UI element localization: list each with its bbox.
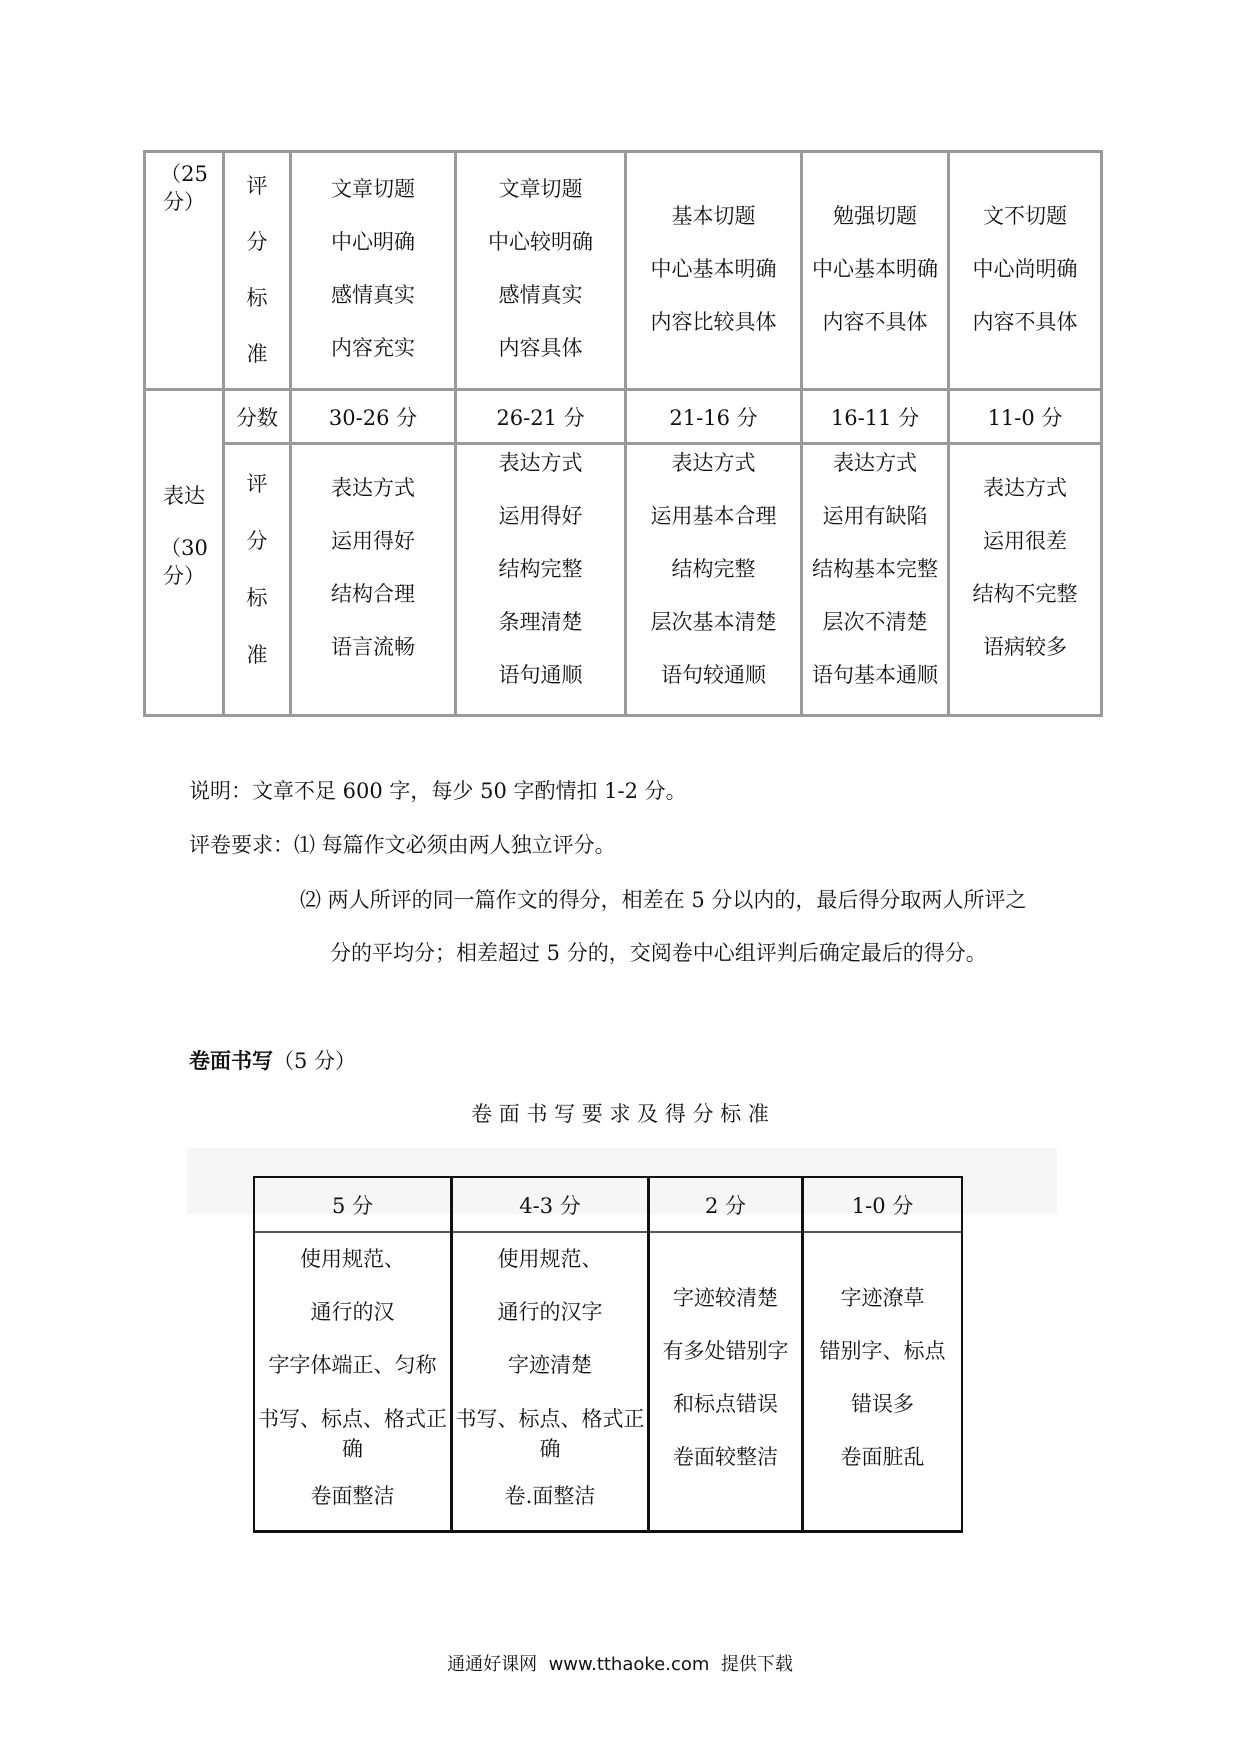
handwriting-header-5: 5 分 bbox=[331, 1193, 374, 1218]
expression-level-3: 表达方式 运用基本合理 结构完整 层次基本清楚 语句较通顺 bbox=[650, 451, 777, 687]
handwriting-heading-points: （5 分） bbox=[273, 1049, 357, 1073]
content-level-1: 文章切题 中心明确 感情真实 内容充实 bbox=[331, 177, 415, 360]
footer-credit: 通通好课网 www.tthaoke.com 提供下载 bbox=[447, 1654, 793, 1675]
expression-level-1: 表达方式 运用得好 结构合理 语言流畅 bbox=[331, 476, 415, 659]
requirement-1: ⑴ 每篇作文必须由两人独立评分。 bbox=[294, 833, 616, 857]
score-range-3: 21-16 分 bbox=[669, 405, 758, 430]
expression-label: 表达 （30 分） bbox=[160, 484, 208, 588]
handwriting-criteria-2: 字迹较清楚 有多处错别字 和标点错误 卷面较整洁 bbox=[662, 1286, 789, 1469]
handwriting-criteria-5: 使用规范、 通行的汉 字字体端正、匀称 书写、标点、格式正 确 卷面整洁 bbox=[258, 1247, 447, 1508]
score-range-2: 26-21 分 bbox=[496, 405, 585, 430]
content-level-5: 文不切题 中心尚明确 内容不具体 bbox=[972, 204, 1078, 334]
handwriting-header-1-0: 1-0 分 bbox=[851, 1193, 914, 1218]
content-level-4: 勉强切题 中心基本明确 内容不具体 bbox=[812, 204, 938, 334]
criteria-label-content: 评 分 标 准 bbox=[246, 174, 268, 366]
content-level-3: 基本切题 中心基本明确 内容比较具体 bbox=[650, 204, 777, 334]
requirement-2-line-2: 分的平均分；相差超过 5 分的，交阅卷中心组评判后确定最后的得分。 bbox=[330, 941, 987, 965]
expression-level-4: 表达方式 运用有缺陷 结构基本完整 层次不清楚 语句基本通顺 bbox=[812, 451, 938, 687]
handwriting-header-4-3: 4-3 分 bbox=[519, 1193, 581, 1218]
requirement-2-line-1: ⑵ 两人所评的同一篇作文的得分，相差在 5 分以内的，最后得分取两人所评之 bbox=[300, 888, 1027, 912]
handwriting-criteria-4-3: 使用规范、 通行的汉字 字迹清楚 书写、标点、格式正 确 卷.面整洁 bbox=[455, 1247, 645, 1508]
handwriting-table-title: 卷 面 书 写 要 求 及 得 分 标 准 bbox=[471, 1102, 769, 1126]
requirement-label: 评卷要求： bbox=[189, 833, 294, 857]
score-range-4: 16-11 分 bbox=[830, 405, 920, 430]
score-range-1: 30-26 分 bbox=[328, 405, 418, 430]
handwriting-criteria-1-0: 字迹潦草 错别字、标点 错误多 卷面脏乱 bbox=[819, 1286, 946, 1469]
handwriting-heading-bold: 卷面书写 bbox=[189, 1048, 273, 1073]
content-score-label: （25 分） bbox=[160, 162, 208, 214]
expression-level-5: 表达方式 运用很差 结构不完整 语病较多 bbox=[972, 476, 1078, 659]
expression-level-2: 表达方式 运用得好 结构完整 条理清楚 语句通顺 bbox=[498, 451, 583, 687]
score-range-5: 11-0 分 bbox=[987, 405, 1063, 430]
score-label: 分数 bbox=[236, 405, 278, 430]
handwriting-header-2: 2 分 bbox=[704, 1193, 747, 1218]
criteria-label-expression: 评 分 标 准 bbox=[246, 472, 268, 667]
content-level-2: 文章切题 中心较明确 感情真实 内容具体 bbox=[488, 177, 593, 360]
word-count-note: 说明：文章不足 600 字，每少 50 字酌情扣 1-2 分。 bbox=[189, 779, 687, 803]
